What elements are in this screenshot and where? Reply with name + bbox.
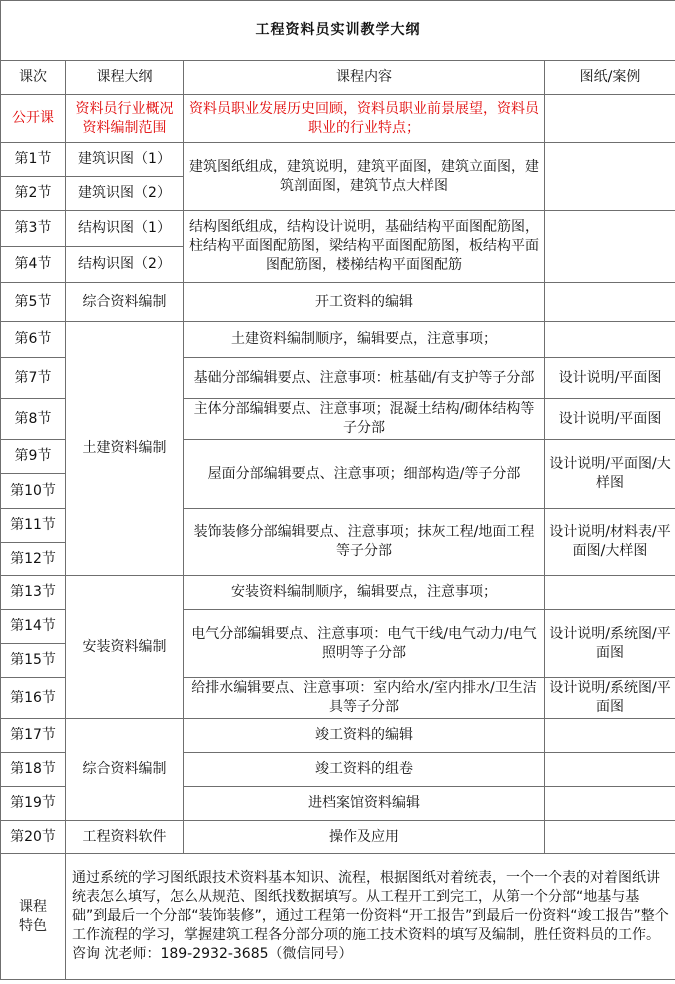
- outline-cell: 建筑识图（2）: [66, 177, 184, 211]
- content-cell: 结构图纸组成，结构设计说明，基础结构平面图配筋图，柱结构平面图配筋图，梁结构平面图配筋图，板结构平面图配筋图，楼梯结构平面图配筋: [184, 211, 545, 283]
- features-text: 通过系统的学习图纸跟技术资料基本知识、流程，根据图纸对着统表，一个一个表的对着图纸讲统表怎么填写，怎么从规范、图纸找数据填写。从工程开工到完工，从第一个分部“地基与基础”到最后一个分部“装饰装修”，通过工程第一份资料“开工报告”到最后一份资料“竣工报告”整个工作流程的学习，掌握建筑工程各分部分项的施工技术资料的填写及编制，胜任资料员的工作。: [72, 870, 669, 943]
- session-cell: 第16节: [1, 678, 66, 719]
- content-cell: 操作及应用: [184, 821, 545, 854]
- session-cell: 第17节: [1, 719, 66, 753]
- content-cell: 进档案馆资料编辑: [184, 787, 545, 821]
- drawings-cell: [545, 753, 675, 787]
- session-cell: 第18节: [1, 753, 66, 787]
- session-cell: 第15节: [1, 644, 66, 678]
- session-cell: 第10节: [1, 474, 66, 509]
- session-cell: 第4节: [1, 247, 66, 283]
- content-cell: 安装资料编制顺序，编辑要点，注意事项；: [184, 576, 545, 610]
- session-cell: 第5节: [1, 283, 66, 322]
- table-row: [1, 211, 675, 247]
- drawings-cell: [545, 821, 675, 854]
- table-row: [1, 576, 675, 610]
- session-cell: 第3节: [1, 211, 66, 247]
- content-cell: 资料员职业发展历史回顾，资料员职业前景展望，资料员职业的行业特点；: [184, 95, 545, 143]
- drawings-cell: [545, 322, 675, 358]
- table-row: [1, 143, 675, 177]
- session-cell: 第8节: [1, 399, 66, 440]
- session-cell: 第2节: [1, 177, 66, 211]
- session-cell: 第13节: [1, 576, 66, 610]
- session-cell: 第14节: [1, 610, 66, 644]
- header-row: [1, 61, 675, 95]
- features-row: [1, 854, 675, 980]
- session-cell: 第1节: [1, 143, 66, 177]
- content-cell: 基础分部编辑要点、注意事项：桩基础/有支护等子分部: [184, 358, 545, 399]
- content-cell: 给排水编辑要点、注意事项：室内给水/室内排水/卫生洁具等子分部: [184, 678, 545, 719]
- drawings-cell: [545, 787, 675, 821]
- table-row: [1, 322, 675, 358]
- session-cell: 第20节: [1, 821, 66, 854]
- content-cell: 建筑图纸组成，建筑说明，建筑平面图，建筑立面图，建筑剖面图，建筑节点大样图: [184, 143, 545, 211]
- table-row: [1, 719, 675, 753]
- outline-cell: 结构识图（1）: [66, 211, 184, 247]
- content-cell: 开工资料的编辑: [184, 283, 545, 322]
- drawings-cell: 设计说明/平面图/大样图: [545, 440, 675, 509]
- outline-cell: 土建资料编制: [66, 322, 184, 576]
- outline-cell: 建筑识图（1）: [66, 143, 184, 177]
- outline-cell: 综合资料编制: [66, 719, 184, 821]
- header-drawings: 图纸/案例: [545, 61, 675, 95]
- content-cell: 电气分部编辑要点、注意事项：电气干线/电气动力/电气照明等子分部: [184, 610, 545, 678]
- title-row: [1, 1, 675, 61]
- drawings-cell: [545, 283, 675, 322]
- outline-cell: 资料员行业概况 资料编制范围: [66, 95, 184, 143]
- header-content: 课程内容: [184, 61, 545, 95]
- drawings-cell: [545, 576, 675, 610]
- outline-cell: 工程资料软件: [66, 821, 184, 854]
- content-cell: 屋面分部编辑要点、注意事项；细部构造/等子分部: [184, 440, 545, 509]
- contact-info: 咨询 沈老师：189-2932-3685（微信同号）: [72, 946, 353, 962]
- session-cell: 第7节: [1, 358, 66, 399]
- outline-cell: 综合资料编制: [66, 283, 184, 322]
- drawings-cell: [545, 719, 675, 753]
- features-label: 课程 特色: [1, 854, 66, 980]
- session-cell: 第12节: [1, 543, 66, 576]
- content-cell: 土建资料编制顺序，编辑要点，注意事项；: [184, 322, 545, 358]
- drawings-cell: 设计说明/系统图/平面图: [545, 678, 675, 719]
- outline-cell: 结构识图（2）: [66, 247, 184, 283]
- session-cell: 第11节: [1, 509, 66, 543]
- session-cell: 第6节: [1, 322, 66, 358]
- session-cell: 第19节: [1, 787, 66, 821]
- table-row: [1, 821, 675, 854]
- session-cell: 公开课: [1, 95, 66, 143]
- content-cell: 装饰装修分部编辑要点、注意事项；抹灰工程/地面工程等子分部: [184, 509, 545, 576]
- content-cell: 主体分部编辑要点、注意事项；混凝土结构/砌体结构等子分部: [184, 399, 545, 440]
- page-title: 工程资料员实训教学大纲: [1, 1, 675, 61]
- outline-cell: 安装资料编制: [66, 576, 184, 719]
- content-cell: 竣工资料的组卷: [184, 753, 545, 787]
- header-outline: 课程大纲: [66, 61, 184, 95]
- content-cell: 竣工资料的编辑: [184, 719, 545, 753]
- drawings-cell: 设计说明/系统图/平面图: [545, 610, 675, 678]
- drawings-cell: [545, 143, 675, 211]
- features-text-cell: [66, 854, 675, 980]
- header-session: 课次: [1, 61, 66, 95]
- drawings-cell: [545, 95, 675, 143]
- session-cell: 第9节: [1, 440, 66, 474]
- drawings-cell: [545, 211, 675, 283]
- drawings-cell: 设计说明/材料表/平面图/大样图: [545, 509, 675, 576]
- drawings-cell: 设计说明/平面图: [545, 399, 675, 440]
- drawings-cell: 设计说明/平面图: [545, 358, 675, 399]
- table-row: [1, 95, 675, 143]
- table-row: [1, 283, 675, 322]
